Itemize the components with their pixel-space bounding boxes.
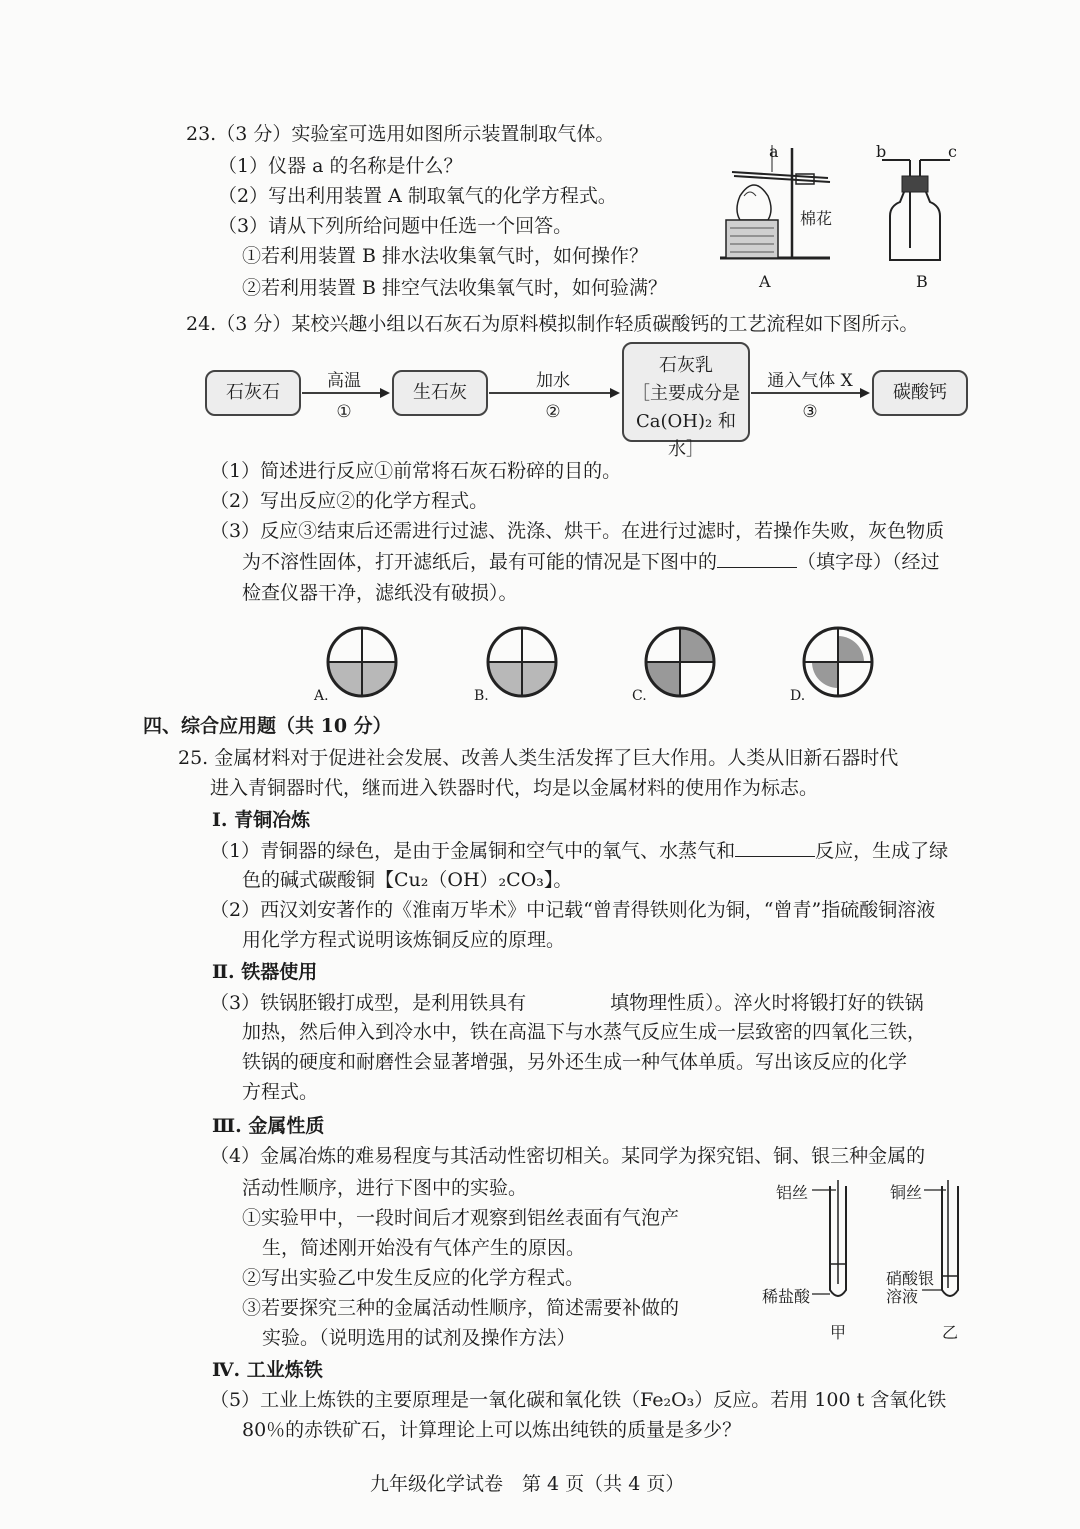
flow-limestone-box: 石灰石 xyxy=(205,370,301,416)
q25-part4-line1: （4）金属冶炼的难易程度与其活动性密切相关。某同学为探究铝、铜、银三种金属的 xyxy=(210,1145,926,1167)
flow-calcium-carbonate-box: 碳酸钙 xyxy=(872,370,968,416)
q25-part5-line2: 80％的赤铁矿石，计算理论上可以炼出纯铁的质量是多少？ xyxy=(242,1419,742,1441)
q23-part3: （3）请从下列所给问题中任选一个回答。 xyxy=(218,215,573,237)
label-apparatus-a: A xyxy=(759,272,771,291)
q25-part4-sub3-line2: 实验。（说明选用的试剂及操作方法） xyxy=(262,1327,576,1349)
label-c: c xyxy=(948,142,957,161)
choice-b-label: B. xyxy=(474,688,489,704)
label-agno3-line1: 硝酸银 xyxy=(886,1269,935,1288)
q25-part2-line1: （2）西汉刘安著作的《淮南万毕术》中记载“曾青得铁则化为铜，“曾青”指硫酸铜溶液 xyxy=(210,899,936,921)
label-a: a xyxy=(769,142,779,161)
arrow2-step: ② xyxy=(545,402,561,422)
q24-part1: （1）简述进行反应①前常将石灰石粉碎的目的。 xyxy=(210,460,622,482)
q25-heading-bronze: Ⅰ. 青铜冶炼 xyxy=(212,809,311,831)
label-tube-jia: 甲 xyxy=(830,1323,847,1342)
q25-part3-text-b: 填物理性质）。淬火时将锻打好的铁锅 xyxy=(610,992,924,1014)
q24-part3-text-a: 为不溶性固体，打开滤纸后，最有可能的情况是下图中的 xyxy=(242,551,718,573)
choice-d-label: D. xyxy=(790,688,806,704)
q23-part1: （1）仪器 a 的名称是什么？ xyxy=(218,155,463,177)
q25-part4-sub1-line1: ①实验甲中，一段时间后才观察到铝丝表面有气泡产 xyxy=(242,1207,680,1229)
label-al-wire: 铝丝 xyxy=(776,1183,809,1202)
label-tube-yi: 乙 xyxy=(942,1323,959,1342)
label-cu-wire: 铜丝 xyxy=(890,1183,923,1202)
q25-part4-sub1-line2: 生，简述刚开始没有气体产生的原因。 xyxy=(262,1237,586,1259)
q25-part3-text-a: （3）铁锅胚锻打成型，是利用铁具有 xyxy=(210,992,527,1014)
q25-part3-line2: 加热，然后伸入到冷水中，铁在高温下与水蒸气反应生成一层致密的四氧化三铁， xyxy=(242,1021,927,1043)
q25-part2-line2: 用化学方程式说明该炼铜反应的原理。 xyxy=(242,929,566,951)
flow-quicklime-box: 生石灰 xyxy=(392,370,488,416)
q23-option1: ①若利用装置 B 排水法收集氧气时，如何操作？ xyxy=(242,245,649,267)
label-dilute-hcl: 稀盐酸 xyxy=(762,1287,811,1306)
q25-part1-text-a: （1）青铜器的绿色，是由于金属铜和空气中的氧气、水蒸气和 xyxy=(210,840,736,862)
q25-intro-line2: 进入青铜器时代，继而进入铁器时代，均是以金属材料的使用作为标志。 xyxy=(210,777,819,799)
q24-part3-line1: （3）反应③结束后还需进行过滤、洗涤、烘干。在进行过滤时，若操作失败，灰色物质 xyxy=(210,520,945,542)
choice-a-label: A. xyxy=(314,688,329,704)
lime-milk-note-2: Ca(OH)₂ 和水］ xyxy=(636,411,736,460)
q24-part3-text-b: （填字母）（经过 xyxy=(797,551,940,573)
q24-part2: （2）写出反应②的化学方程式。 xyxy=(210,490,489,512)
label-cotton: 棉花 xyxy=(800,209,833,228)
arrow2-condition: 加水 xyxy=(536,371,570,391)
arrow3-step: ③ xyxy=(802,402,818,422)
q25-part5-line1: （5）工业上炼铁的主要原理是一氧化碳和氧化铁（Fe₂O₃）反应。若用 100 t 含氧化铁 xyxy=(210,1389,947,1411)
label-b: b xyxy=(876,142,887,161)
arrow3-condition: 通入气体 X xyxy=(767,371,853,391)
q25-part3-line3: 铁锅的硬度和耐磨性会显著增强，另外还生成一种气体单质。写出该反应的化学 xyxy=(242,1051,908,1073)
arrow1-condition: 高温 xyxy=(327,371,361,391)
section-4-title: 四、综合应用题（共 10 分） xyxy=(143,715,392,737)
choice-c-label: C. xyxy=(632,688,647,704)
q25-part1-text-b: 反应，生成了绿 xyxy=(815,840,949,862)
lime-milk-title: 石灰乳 xyxy=(659,355,713,376)
q25-heading-metal-props: Ⅲ. 金属性质 xyxy=(212,1115,325,1137)
page-footer: 九年级化学试卷 第 4 页（共 4 页） xyxy=(370,1473,685,1495)
q23-part2: （2）写出利用装置 A 制取氧气的化学方程式。 xyxy=(218,185,617,207)
q23-stem: 23.（3 分）实验室可选用如图所示装置制取气体。 xyxy=(186,123,615,145)
q25-intro-line1: 25. 金属材料对于促进社会发展、改善人类生活发挥了巨大作用。人类从旧新石器时代 xyxy=(178,747,899,769)
q25-part4-sub3-line1: ③若要探究三种的金属活动性顺序，简述需要补做的 xyxy=(242,1297,680,1319)
q25-part1-line2: 色的碱式碳酸铜【Cu₂（OH）₂CO₃】。 xyxy=(242,869,573,891)
q24-stem: 24.（3 分）某校兴趣小组以石灰石为原料模拟制作轻质碳酸钙的工艺流程如下图所示。 xyxy=(186,313,919,335)
q23-option2: ②若利用装置 B 排空气法收集氧气时，如何验满？ xyxy=(242,277,668,299)
q25-heading-iron-use: Ⅱ. 铁器使用 xyxy=(212,961,318,983)
q25-heading-industry: Ⅳ. 工业炼铁 xyxy=(212,1359,323,1381)
arrow1-step: ① xyxy=(336,402,352,422)
label-agno3-line2: 溶液 xyxy=(886,1287,919,1306)
q25-part4-line2: 活动性顺序，进行下图中的实验。 xyxy=(242,1177,528,1199)
lime-milk-note-1: ［主要成分是 xyxy=(632,383,740,404)
q25-part4-sub2: ②写出实验乙中发生反应的化学方程式。 xyxy=(242,1267,585,1289)
q24-part3-line3: 检查仪器干净，滤纸没有破损）。 xyxy=(242,582,518,604)
q25-part3-line4: 方程式。 xyxy=(242,1081,319,1103)
label-apparatus-b: B xyxy=(916,272,928,291)
